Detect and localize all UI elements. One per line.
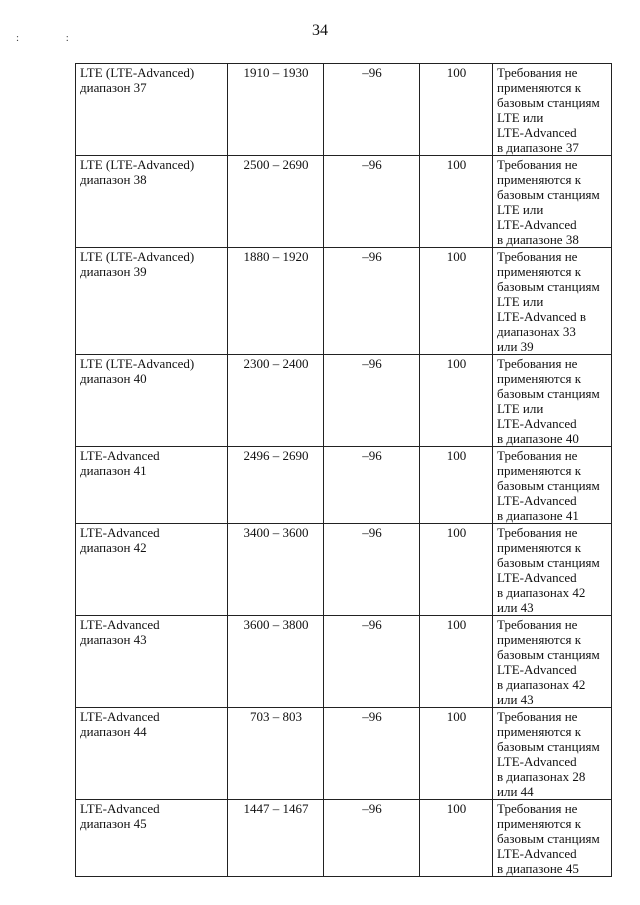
- note-line: применяются к: [497, 80, 582, 95]
- page-number: 34: [312, 22, 328, 39]
- power-level-cell: –96: [324, 447, 420, 524]
- note-line: или 44: [497, 784, 534, 799]
- margin-marks: : :: [16, 32, 91, 44]
- note-line: LTE или: [497, 202, 544, 217]
- power-level-cell: –96: [324, 800, 420, 877]
- value-cell: 100: [420, 156, 493, 248]
- note-cell: [493, 248, 612, 355]
- note-line: Требования не: [497, 801, 578, 816]
- value-cell: 100: [420, 800, 493, 877]
- table-row: [76, 248, 612, 355]
- table-row: [76, 447, 612, 524]
- frequency-range-cell: 2496 – 2690: [228, 447, 324, 524]
- table-row: [76, 800, 612, 877]
- note-line: LTE-Advanced: [497, 754, 577, 769]
- table-row: [76, 708, 612, 800]
- frequency-range-cell: 1880 – 1920: [228, 248, 324, 355]
- note-line: или 43: [497, 600, 534, 615]
- value-cell: 100: [420, 616, 493, 708]
- note-line: Требования не: [497, 65, 578, 80]
- note-line: в диапазонах 28: [497, 769, 586, 784]
- table-row: [76, 156, 612, 248]
- note-cell: [493, 708, 612, 800]
- band-label: диапазон 38: [80, 172, 147, 187]
- note-line: LTE-Advanced: [497, 416, 577, 431]
- note-line: в диапазоне 41: [497, 508, 579, 523]
- band-name-cell: [76, 248, 228, 355]
- frequency-range-cell: 1910 – 1930: [228, 64, 324, 156]
- note-line: в диапазоне 40: [497, 431, 579, 446]
- value-cell: 100: [420, 708, 493, 800]
- table-row: [76, 616, 612, 708]
- band-label: диапазон 41: [80, 463, 147, 478]
- frequency-range-cell: 3600 – 3800: [228, 616, 324, 708]
- note-line: применяются к: [497, 463, 582, 478]
- band-label: диапазон 43: [80, 632, 147, 647]
- note-line: Требования не: [497, 709, 578, 724]
- band-label: диапазон 42: [80, 540, 147, 555]
- note-line: LTE-Advanced: [497, 662, 577, 677]
- note-line: базовым станциям: [497, 831, 600, 846]
- note-line: LTE-Advanced: [497, 217, 577, 232]
- table-row: [76, 355, 612, 447]
- note-line: базовым станциям: [497, 555, 600, 570]
- note-line: базовым станциям: [497, 739, 600, 754]
- power-level-cell: –96: [324, 248, 420, 355]
- value-cell: 100: [420, 355, 493, 447]
- band-name-cell: [76, 524, 228, 616]
- band-name-cell: [76, 616, 228, 708]
- frequency-range-cell: 2300 – 2400: [228, 355, 324, 447]
- note-line: в диапазонах 42: [497, 585, 586, 600]
- note-line: LTE-Advanced: [497, 570, 577, 585]
- note-cell: [493, 64, 612, 156]
- band-label: диапазон 44: [80, 724, 147, 739]
- note-line: применяются к: [497, 540, 582, 555]
- note-line: в диапазоне 45: [497, 861, 579, 876]
- standard-label: LTE (LTE-Advanced): [80, 356, 195, 371]
- note-line: LTE-Advanced: [497, 846, 577, 861]
- note-line: Требования не: [497, 448, 578, 463]
- value-cell: 100: [420, 64, 493, 156]
- note-line: LTE или: [497, 401, 544, 416]
- note-cell: [493, 156, 612, 248]
- note-line: Требования не: [497, 249, 578, 264]
- band-name-cell: [76, 800, 228, 877]
- standard-label: LTE (LTE-Advanced): [80, 65, 195, 80]
- note-line: LTE или: [497, 294, 544, 309]
- band-label: диапазон 37: [80, 80, 147, 95]
- band-name-cell: [76, 355, 228, 447]
- note-line: LTE-Advanced: [497, 493, 577, 508]
- table-row: [76, 64, 612, 156]
- power-level-cell: –96: [324, 355, 420, 447]
- value-cell: 100: [420, 447, 493, 524]
- note-line: базовым станциям: [497, 187, 600, 202]
- note-line: базовым станциям: [497, 386, 600, 401]
- note-cell: [493, 524, 612, 616]
- band-label: диапазон 45: [80, 816, 147, 831]
- note-line: Требования не: [497, 356, 578, 371]
- note-line: диапазонах 33: [497, 324, 576, 339]
- note-line: в диапазоне 37: [497, 140, 579, 155]
- standard-label: LTE-Advanced: [80, 525, 160, 540]
- frequency-range-cell: 2500 – 2690: [228, 156, 324, 248]
- frequency-range-cell: 1447 – 1467: [228, 800, 324, 877]
- power-level-cell: –96: [324, 156, 420, 248]
- band-label: диапазон 39: [80, 264, 147, 279]
- value-cell: 100: [420, 524, 493, 616]
- note-line: Требования не: [497, 157, 578, 172]
- note-line: Требования не: [497, 525, 578, 540]
- note-line: или 39: [497, 339, 534, 354]
- note-line: применяются к: [497, 172, 582, 187]
- band-name-cell: [76, 708, 228, 800]
- note-line: LTE-Advanced: [497, 125, 577, 140]
- band-name-cell: [76, 447, 228, 524]
- note-line: применяются к: [497, 816, 582, 831]
- note-line: базовым станциям: [497, 647, 600, 662]
- standard-label: LTE (LTE-Advanced): [80, 249, 195, 264]
- note-line: применяются к: [497, 371, 582, 386]
- standard-label: LTE (LTE-Advanced): [80, 157, 195, 172]
- standard-label: LTE-Advanced: [80, 801, 160, 816]
- note-line: базовым станциям: [497, 478, 600, 493]
- note-line: применяются к: [497, 724, 582, 739]
- note-line: LTE или: [497, 110, 544, 125]
- frequency-range-cell: 3400 – 3600: [228, 524, 324, 616]
- frequency-range-cell: 703 – 803: [228, 708, 324, 800]
- band-requirements-table: [75, 63, 612, 877]
- note-line: в диапазоне 38: [497, 232, 579, 247]
- power-level-cell: –96: [324, 708, 420, 800]
- band-name-cell: [76, 64, 228, 156]
- note-cell: [493, 447, 612, 524]
- band-label: диапазон 40: [80, 371, 147, 386]
- note-line: или 43: [497, 692, 534, 707]
- note-line: применяются к: [497, 264, 582, 279]
- table-body: [76, 64, 612, 877]
- note-line: применяются к: [497, 632, 582, 647]
- standard-label: LTE-Advanced: [80, 709, 160, 724]
- table-row: [76, 524, 612, 616]
- standard-label: LTE-Advanced: [80, 617, 160, 632]
- note-cell: [493, 355, 612, 447]
- power-level-cell: –96: [324, 616, 420, 708]
- note-line: базовым станциям: [497, 279, 600, 294]
- band-name-cell: [76, 156, 228, 248]
- note-line: базовым станциям: [497, 95, 600, 110]
- note-line: в диапазонах 42: [497, 677, 586, 692]
- note-line: Требования не: [497, 617, 578, 632]
- standard-label: LTE-Advanced: [80, 448, 160, 463]
- note-line: LTE-Advanced в: [497, 309, 587, 324]
- note-cell: [493, 800, 612, 877]
- power-level-cell: –96: [324, 64, 420, 156]
- value-cell: 100: [420, 248, 493, 355]
- power-level-cell: –96: [324, 524, 420, 616]
- note-cell: [493, 616, 612, 708]
